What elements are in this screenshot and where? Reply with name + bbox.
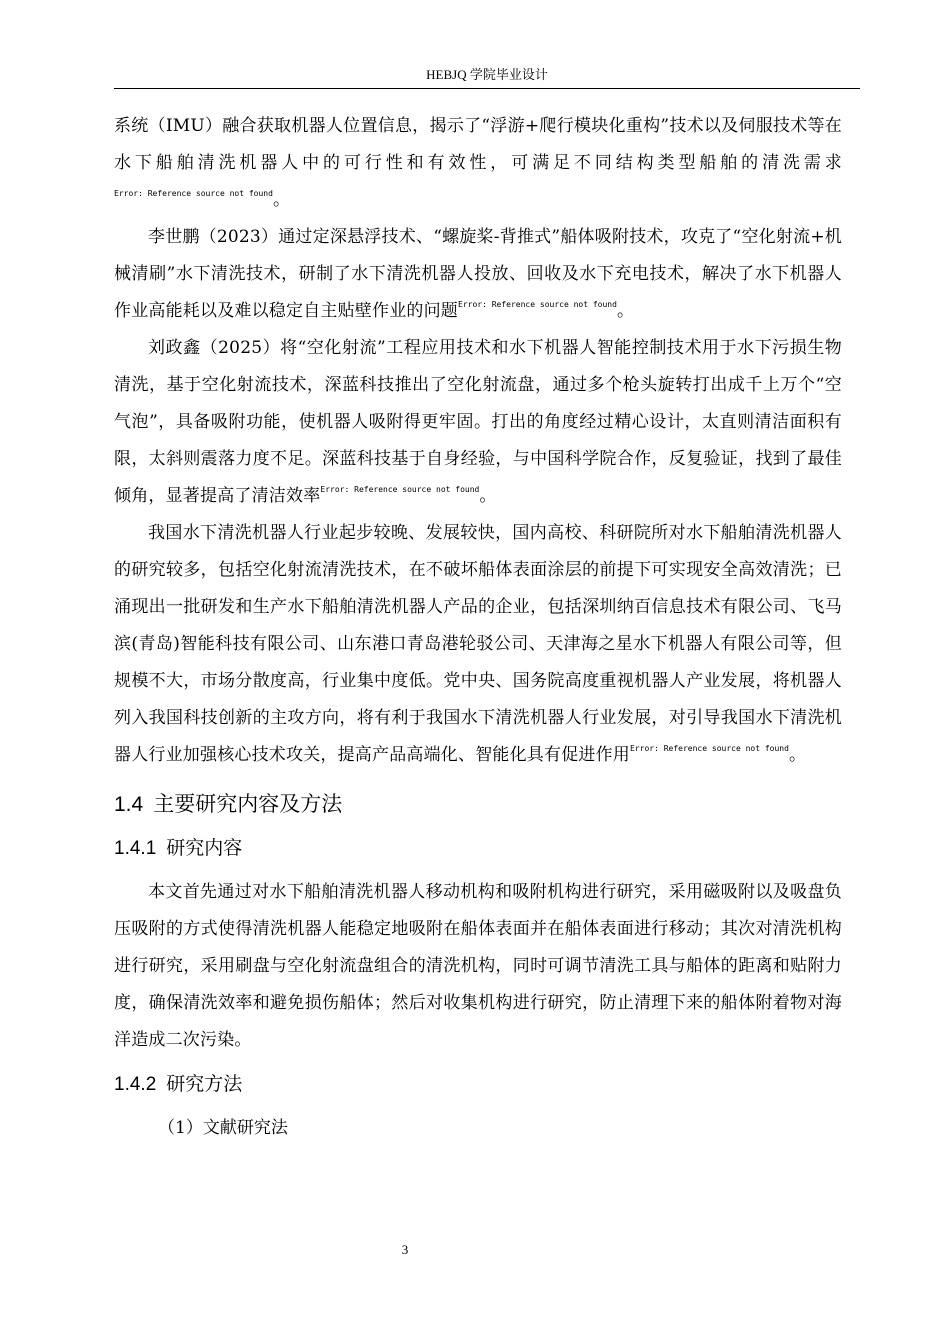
paragraph-li-shipeng: 李世鹏（2023）通过定深悬浮技术、“螺旋桨-背推式”船体吸附技术，攻克了“空化射流+机械清刷”水下清洗技术，研制了水下清洗机器人投放、回收及水下充电技术，解决了水下机器人作业高能耗以及难以稳定自主贴壁作业的问题$^{Error: Reference source not found}$。 <box>114 227 842 321</box>
section-heading-1-4: 1.4 主要研究内容及方法 <box>114 792 343 816</box>
header-divider <box>114 88 860 89</box>
paragraph-domestic-industry: 我国水下清洗机器人行业起步较晚、发展较快，国内高校、科研院所对水下船舶清洗机器人的研究较多，包括空化射流清洗技术，在不破坏船体表面涂层的前提下可实现安全高效清洗；已涌现出一批研发和生产水下船舶清洗机器人产品的企业，包括深圳纳百信息技术有限公司、飞马滨(青岛)智能科技有限公司、山东港口青岛港轮驳公司、天津海之星水下机器人有限公司等，但规模不大，市场分散度高，行业集中度低。党中央、国务院高度重视机器人产业发展，将机器人列入我国科技创新的主攻方向，将有利于我国水下清洗机器人行业发展，对引导我国水下清洗机器人行业加强核心技术攻关，提高产品高端化、智能化具有促进作用$^{Error: Reference source not found}$。 <box>114 523 842 765</box>
section-heading-1-4-1: 1.4.1 研究内容 <box>114 837 243 859</box>
list-item-literature-method: （1）文献研究法 <box>158 1118 288 1138</box>
page-number: 3 <box>401 1242 409 1257</box>
paragraph-research-content: 本文首先通过对水下船舶清洗机器人移动机构和吸附机构进行研究，采用磁吸附以及吸盘负压吸附的方式使得清洗机器人能稳定地吸附在船体表面并在船体表面进行移动；其次对清洗机构进行研究，采用刷盘与空化射流盘组合的清洗机构，同时可调节清洗工具与船体的距离和贴附力度，确保清洗效率和避免损伤船体；然后对收集机构进行研究，防止清理下来的船体附着物对海洋造成二次污染。 <box>114 882 842 1050</box>
reference-error: Error: Reference source not found <box>630 744 789 753</box>
section-heading-1-4-2: 1.4.2 研究方法 <box>114 1073 243 1095</box>
page-header: HEBJQ 学院毕业设计 <box>426 67 548 82</box>
paragraph-imu-continuation: 系统（IMU）融合获取机器人位置信息，揭示了“浮游+爬行模块化重构”技术以及伺服技术等在水下船舶清洗机器人中的可行性和有效性，可满足不同结构类型船舶的清洗需求$^{Error: Reference source not found}$。 <box>114 116 842 210</box>
reference-error: Error: Reference source not found <box>320 485 480 494</box>
reference-error: Error: Reference source not found <box>114 189 273 198</box>
page-body <box>114 108 842 1147</box>
reference-error: Error: Reference source not found <box>458 300 617 309</box>
paragraph-liu-zhengxin: 刘政鑫（2025）将“空化射流”工程应用技术和水下机器人智能控制技术用于水下污损生物清洗，基于空化射流技术，深蓝科技推出了空化射流盘，通过多个枪头旋转打出成千上万个“空气泡”，具备吸附功能，使机器人吸附得更牢固。打出的角度经过精心设计，太直则清洁面积有限，太斜则震落力度不足。深蓝科技基于自身经验，与中国科学院合作，反复验证，找到了最佳倾角，显著提高了清洁效率$^{Error: Reference source not found}$。 <box>114 338 842 506</box>
